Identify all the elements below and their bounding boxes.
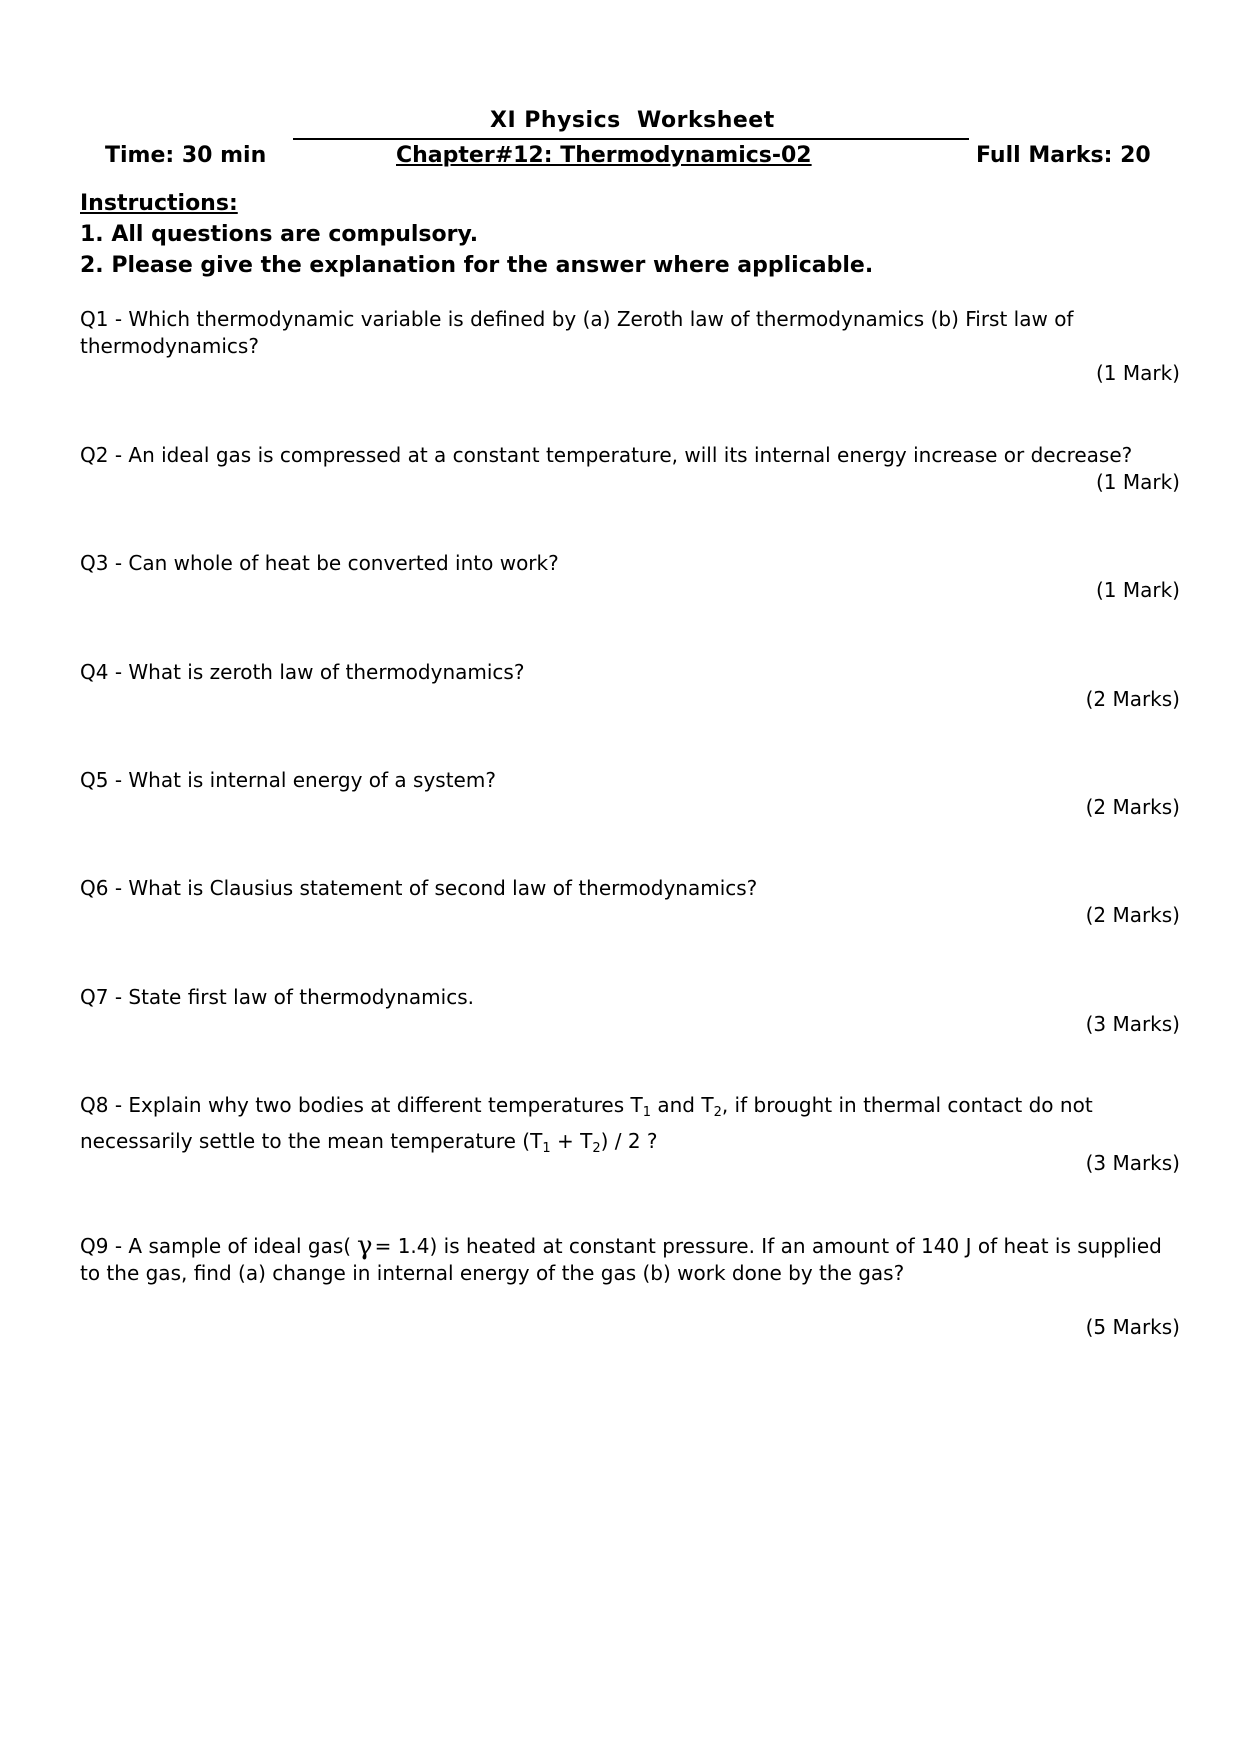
question-3 (80, 550, 1180, 602)
question-5 (80, 767, 1180, 819)
question-marks: (1 Mark) (1095, 361, 1180, 385)
full-marks: Full Marks: 20 (976, 143, 1151, 168)
question-text-part: + T (550, 1129, 593, 1153)
question-text-part: and T (651, 1093, 714, 1117)
question-text (80, 1233, 1180, 1287)
question-marks: (1 Mark) (1095, 470, 1180, 494)
question-4 (80, 659, 1180, 711)
gamma-symbol: γ (357, 1231, 373, 1261)
question-text: Q7 - State first law of thermodynamics. (80, 985, 474, 1009)
question-text: Q1 - Which thermodynamic variable is defined by (a) Zeroth law of thermodynamics (b) First law of thermodynamics? (80, 307, 1074, 358)
question-text: Q3 - Can whole of heat be converted into work? (80, 551, 559, 575)
question-6 (80, 875, 1180, 927)
time-allowed: Time: 30 min (105, 143, 267, 168)
instruction-item: 2. Please give the explanation for the answer where applicable. (80, 253, 874, 278)
question-text-part: = 1.4) is heated at constant pressure. If an amount of 140 J of heat is supplied to the gas, find (a) change in internal energy of the gas (b) work done by the gas? (80, 1234, 1162, 1285)
question-marks: (5 Marks) (1085, 1315, 1180, 1339)
question-text-part: Q9 - A sample of ideal gas( (80, 1234, 352, 1258)
question-9 (80, 1231, 1180, 1339)
question-text-part: ) / 2 ? (600, 1129, 658, 1153)
instruction-item: 1. All questions are compulsory. (80, 222, 479, 247)
question-marks: (2 Marks) (1085, 687, 1180, 711)
question-marks: (1 Mark) (1095, 578, 1180, 602)
question-text: Q6 - What is Clausius statement of second law of thermodynamics? (80, 876, 758, 900)
question-text-part: Q8 - Explain why two bodies at different temperatures T (80, 1093, 643, 1117)
subscript: 1 (542, 1141, 551, 1156)
question-marks: (3 Marks) (1085, 1012, 1180, 1036)
question-marks: (2 Marks) (1085, 903, 1180, 927)
question-text: Q5 - What is internal energy of a system? (80, 768, 496, 792)
question-1 (80, 306, 1180, 385)
question-text-part: , if brought in thermal contact do not necessarily settle to the mean temperature (T (80, 1093, 1093, 1153)
subscript: 1 (642, 1105, 651, 1120)
subscript: 2 (592, 1141, 601, 1156)
instructions-heading: Instructions: (80, 191, 238, 216)
question-marks: (2 Marks) (1085, 795, 1180, 819)
question-8 (80, 1091, 1180, 1175)
worksheet-title: XI Physics Worksheet (490, 108, 775, 133)
subscript: 2 (713, 1105, 722, 1120)
instructions-block (80, 188, 873, 281)
question-text: Q2 - An ideal gas is compressed at a constant temperature, will its internal energy increase or decrease? (80, 443, 1133, 467)
question-7 (80, 984, 1180, 1036)
question-2 (80, 442, 1180, 494)
question-marks: (3 Marks) (1085, 1151, 1180, 1175)
question-text (80, 1091, 1180, 1163)
question-text: Q4 - What is zeroth law of thermodynamics? (80, 660, 525, 684)
title-underline-rule (293, 138, 969, 140)
chapter-title: Chapter#12: Thermodynamics-02 (396, 143, 812, 168)
